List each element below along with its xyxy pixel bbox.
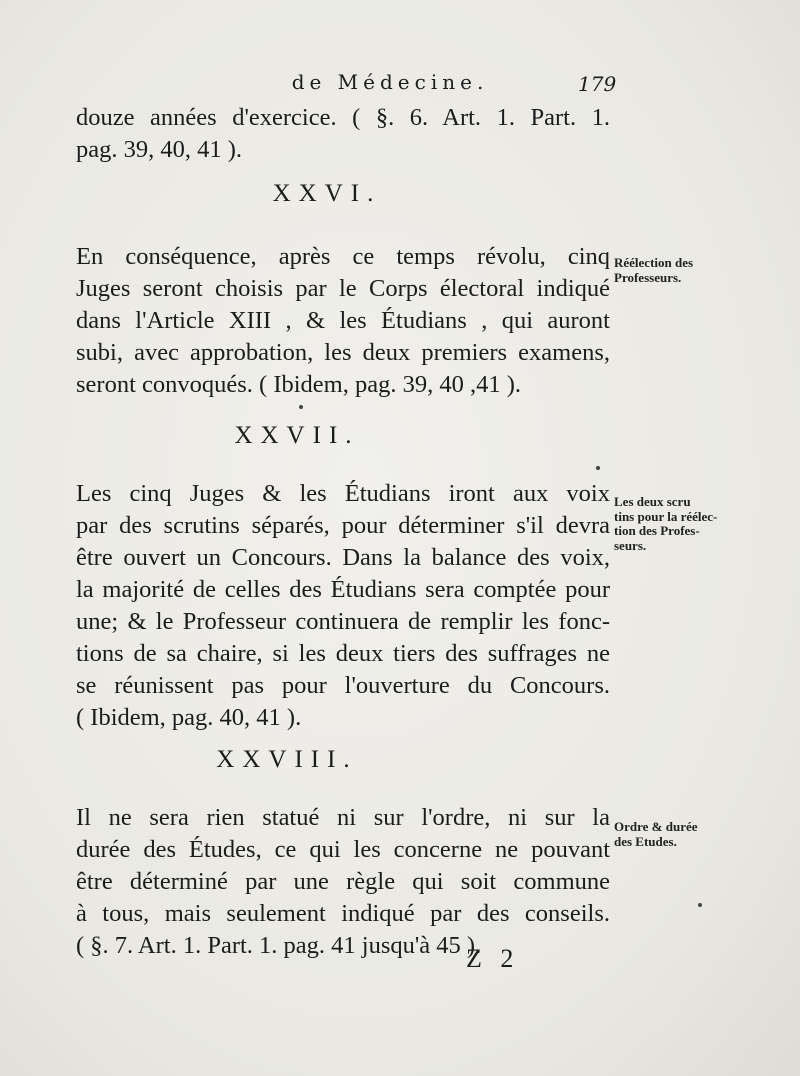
margin-note-scrutins bbox=[614, 495, 734, 553]
text-line: ( Ibidem, pag. 40, 41 ). bbox=[76, 704, 302, 731]
text-line: à tous, mais seulement indiqué par des conseils. bbox=[76, 900, 610, 927]
article-26-paragraph bbox=[76, 241, 610, 401]
text-line: une; & le Professeur continuera de remplir les fonc- bbox=[76, 608, 610, 635]
note-line: des Etudes. bbox=[614, 833, 677, 849]
note-line: Professeurs. bbox=[614, 269, 682, 285]
article-27-paragraph bbox=[76, 478, 610, 734]
ink-speck bbox=[299, 405, 303, 409]
text-line: Il ne sera rien statué ni sur l'ordre, ni sur la bbox=[76, 804, 610, 831]
margin-note-ordre bbox=[614, 820, 734, 849]
article-heading-28: XXVIII. bbox=[216, 746, 358, 773]
text-line: être ouvert un Concours. Dans la balance des voix, bbox=[76, 544, 610, 571]
text-line: ( §. 7. Art. 1. Part. 1. pag. 41 jusqu'à 45 ). bbox=[76, 932, 482, 959]
article-28-paragraph bbox=[76, 802, 610, 962]
margin-note-reelection bbox=[614, 256, 734, 285]
text-line: seront convoqués. ( Ibidem, pag. 39, 40 ,41 ). bbox=[76, 371, 521, 398]
article-heading-27: XXVII. bbox=[234, 422, 360, 449]
note-line: Réélection des bbox=[614, 255, 694, 270]
note-line: Ordre & durée bbox=[614, 819, 698, 834]
text-line: par des scrutins séparés, pour déterminer s'il devra bbox=[76, 512, 610, 539]
signature-mark: Z 2 bbox=[466, 944, 520, 973]
text-line: douze années d'exercice. ( §. 6. Art. 1. Part. 1. bbox=[76, 104, 610, 131]
ink-speck bbox=[698, 903, 702, 907]
note-line: Les deux scru bbox=[614, 494, 691, 509]
note-line: seurs. bbox=[614, 537, 647, 553]
text-line: En conséquence, après ce temps révolu, cinq bbox=[76, 243, 610, 270]
text-line: Juges seront choisis par le Corps électoral indiqué bbox=[76, 275, 610, 302]
ink-speck bbox=[596, 466, 600, 470]
text-line: tions de sa chaire, si les deux tiers des suffrages ne bbox=[76, 640, 610, 667]
text-line: pag. 39, 40, 41 ). bbox=[76, 136, 243, 163]
intro-paragraph bbox=[76, 102, 610, 166]
text-line: Les cinq Juges & les Étudians iront aux voix bbox=[76, 480, 610, 507]
text-line: durée des Études, ce qui les concerne ne pouvant bbox=[76, 836, 610, 863]
text-line: subi, avec approbation, les deux premiers examens, bbox=[76, 339, 610, 366]
article-heading-26: XXVI. bbox=[272, 180, 382, 207]
text-line: dans l'Article XIII , & les Étudians , qui auront bbox=[76, 307, 610, 334]
running-title: de Médecine. bbox=[291, 70, 489, 94]
text-line: se réunissent pas pour l'ouverture du Concours. bbox=[76, 672, 610, 699]
note-line: tins pour la réélec- bbox=[614, 508, 718, 524]
text-line: la majorité de celles des Étudians sera comptée pour bbox=[76, 576, 610, 603]
text-line: être déterminé par une règle qui soit commune bbox=[76, 868, 610, 895]
note-line: tion des Profes- bbox=[614, 523, 700, 538]
page-number: 179 bbox=[578, 72, 617, 96]
